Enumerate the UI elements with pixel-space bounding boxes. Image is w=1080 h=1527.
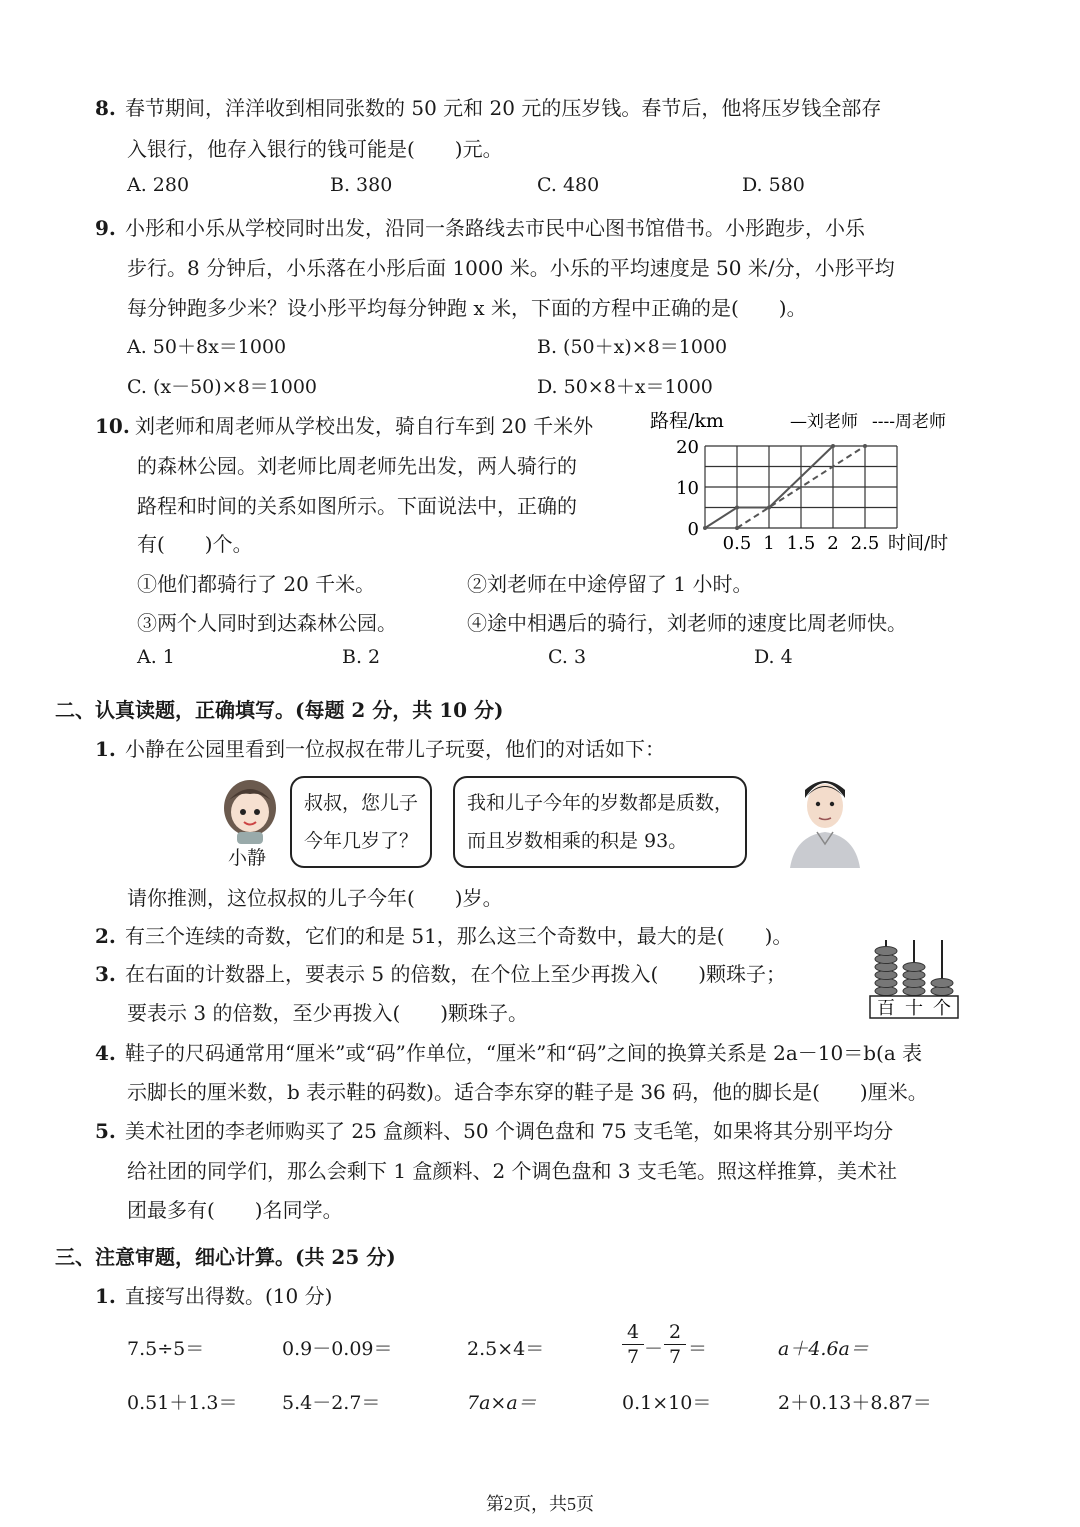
chart-legend-zhou: ----周老师: [872, 412, 946, 432]
calc-r1-c5: a＋4.6a＝: [778, 1338, 869, 1360]
abacus-label-tens: 十: [905, 998, 923, 1019]
q8-option-c: C. 480: [537, 174, 600, 196]
s2-q2-line: 2. 有三个连续的奇数，它们的和是 51，那么这三个奇数中，最大的是( )。: [95, 924, 793, 948]
chart-grid: [705, 446, 897, 528]
s2-q3-line2: 要表示 3 的倍数，至少再拨入( )颗珠子。: [127, 1001, 529, 1025]
q10-statement-3: ③两个人同时到达森林公园。: [137, 611, 397, 635]
q10-option-b: B. 2: [342, 646, 381, 668]
chart-ytick-label: 20: [676, 437, 699, 458]
q10-statement-2: ②刘老师在中途停留了 1 小时。: [467, 572, 753, 596]
abacus-label-hundreds: 百: [877, 998, 895, 1019]
chart-xtick-label: 2: [827, 533, 839, 554]
chart-point: [863, 444, 867, 448]
s2-q1-number: 1.: [95, 737, 116, 761]
chart-xtick-label: 1: [763, 533, 775, 554]
q10-line1: 10. 刘老师和周老师从学校出发，骑自行车到 20 千米外: [95, 414, 594, 438]
chart-xtick-label: 1.5: [786, 533, 816, 554]
chart-xlabel: 时间/时: [888, 533, 949, 554]
q9-option-c: C. (x－50)×8＝1000: [127, 376, 318, 398]
q10-option-d: D. 4: [754, 646, 793, 668]
s2-q5-number: 5.: [95, 1119, 116, 1143]
s2-q4-line1: 4. 鞋子的尺码通常用“厘米”或“码”作单位，“厘米”和“码”之间的换算关系是 2a－10＝b(a 表: [95, 1041, 923, 1065]
q10-statement-4: ④途中相遇后的骑行，刘老师的速度比周老师快。: [467, 611, 907, 635]
chart-point: [735, 526, 739, 530]
q8-option-a: A. 280: [127, 174, 190, 196]
q9-line3: 每分钟跑多少米？设小彤平均每分钟跑 x 米，下面的方程中正确的是( )。: [127, 296, 807, 320]
q10-line2: 的森林公园。刘老师比周老师先出发，两人骑行的: [137, 454, 577, 478]
q8-number: 8.: [95, 96, 116, 120]
abacus-counter: [866, 936, 962, 1020]
q9-option-d: D. 50×8＋x＝1000: [537, 376, 713, 398]
chart-point: [767, 506, 771, 510]
s2-q4-number: 4.: [95, 1041, 116, 1065]
chart-legend-liu: —刘老师: [790, 412, 858, 432]
chart-ytick-label: 10: [676, 478, 699, 499]
q10-line3: 路程和时间的关系如图所示。下面说法中，正确的: [137, 494, 577, 518]
s2-q2-number: 2.: [95, 924, 116, 948]
s2-q3-number: 3.: [95, 962, 116, 986]
q8-line2: 入银行，他存入银行的钱可能是( )元。: [127, 137, 503, 161]
abacus-label-ones: 个: [933, 998, 951, 1019]
chart-ytick-label: 0: [687, 519, 699, 540]
fraction-2-7: 2 7: [664, 1320, 686, 1369]
q9-line2: 步行。8 分钟后，小乐落在小彤后面 1000 米。小乐的平均速度是 50 米/分，小彤平均: [127, 256, 895, 280]
s2-q1-line: 1. 小静在公园里看到一位叔叔在带儿子玩耍，他们的对话如下：: [95, 737, 665, 761]
calc-r2-c5: 2＋0.13＋8.87＝: [778, 1392, 932, 1414]
uncle-speech-bubble: 我和儿子今年的岁数都是质数， 而且岁数相乘的积是 93。: [453, 776, 747, 868]
s2-q5-line1: 5. 美术社团的李老师购买了 25 盒颜料、50 个调色盘和 75 支毛笔，如果将其分别平均分: [95, 1119, 894, 1143]
s2-q5-line2: 给社团的同学们，那么会剩下 1 盒颜料、2 个调色盘和 3 支毛笔。照这样推算，美术社: [127, 1159, 897, 1183]
q8-line1: 8. 春节期间，洋洋收到相同张数的 50 元和 20 元的压岁钱。春节后，他将压岁钱全部存: [95, 96, 882, 120]
q10-option-a: A. 1: [137, 646, 175, 668]
s2-q4-line2: 示脚长的厘米数，b 表示鞋的码数)。适合李东穿的鞋子是 36 码，他的脚长是( )厘米。: [127, 1080, 928, 1104]
q10-option-c: C. 3: [548, 646, 587, 668]
calc-r1-c2: 0.9－0.09＝: [282, 1338, 393, 1360]
calc-r2-c3: 7a×a＝: [467, 1392, 537, 1414]
calc-r1-c1: 7.5÷5＝: [127, 1338, 205, 1360]
page-footer: 第2页，共5页: [486, 1494, 594, 1514]
s3-q1-line: 1. 直接写出得数。(10 分): [95, 1284, 333, 1308]
q9-option-b: B. (50＋x)×8＝1000: [537, 336, 728, 358]
s2-q3-line1: 3. 在右面的计数器上，要表示 5 的倍数，在个位上至少再拨入( )颗珠子；: [95, 962, 787, 986]
calc-r2-c4: 0.1×10＝: [622, 1392, 712, 1414]
chart-xtick-label: 0.5: [722, 533, 752, 554]
q10-number: 10.: [95, 414, 130, 438]
q9-number: 9.: [95, 216, 116, 240]
calc-r2-c2: 5.4－2.7＝: [282, 1392, 381, 1414]
section3-title: 三、注意审题，细心计算。(共 25 分): [55, 1245, 396, 1269]
q10-line4: 有( )个。: [137, 532, 253, 556]
q10-statement-1: ①他们都骑行了 20 千米。: [137, 572, 376, 596]
chart-point: [831, 444, 835, 448]
chart-ylabel: 路程/km: [650, 410, 724, 432]
q8-option-b: B. 380: [330, 174, 393, 196]
fraction-4-7: 4 7: [622, 1320, 644, 1369]
distance-time-chart: [640, 405, 970, 560]
s2-q5-line3: 团最多有( )名同学。: [127, 1198, 343, 1222]
calc-equals-sign: ＝: [688, 1338, 708, 1360]
s2-q1-answer-line: 请你推测，这位叔叔的儿子今年( )岁。: [127, 886, 503, 910]
girl-speech-bubble: 叔叔，您儿子 今年几岁了？: [290, 776, 432, 868]
calc-r2-c1: 0.51＋1.3＝: [127, 1392, 238, 1414]
section2-title: 二、认真读题，正确填写。(每题 2 分，共 10 分): [55, 698, 504, 722]
chart-point: [703, 526, 707, 530]
q9-option-a: A. 50＋8x＝1000: [127, 336, 287, 358]
q9-line1: 9. 小彤和小乐从学校同时出发，沿同一条路线去市民中心图书馆借书。小彤跑步，小乐: [95, 216, 865, 240]
uncle-illustration: [785, 768, 865, 868]
calc-minus-sign: －: [644, 1338, 664, 1360]
chart-point: [735, 506, 739, 510]
chart-xtick-label: 2.5: [850, 533, 880, 554]
calc-r1-c3: 2.5×4＝: [467, 1338, 545, 1360]
q8-option-d: D. 580: [742, 174, 805, 196]
s3-q1-number: 1.: [95, 1284, 116, 1308]
girl-label: 小静: [228, 847, 267, 869]
